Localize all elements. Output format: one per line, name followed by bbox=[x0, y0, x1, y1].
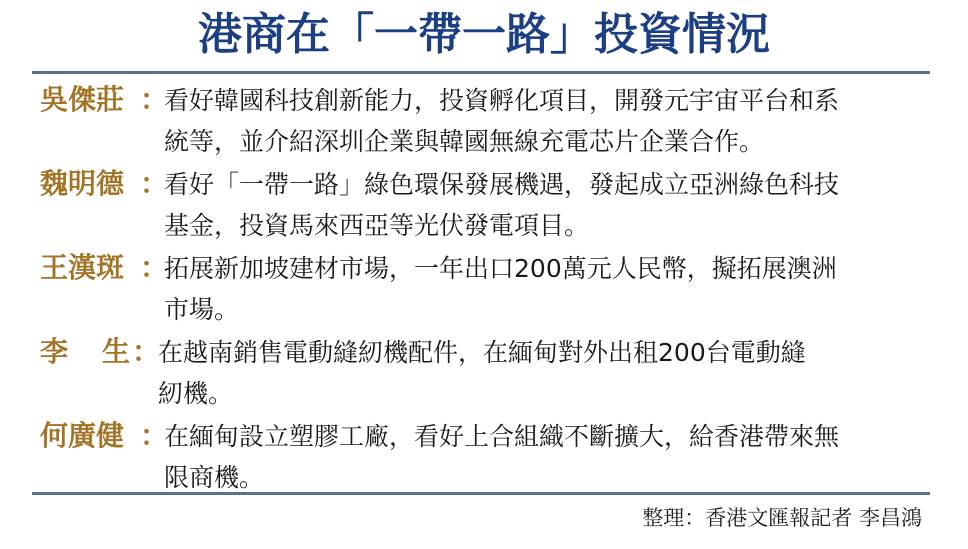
entry-text-line: 限商機。 bbox=[164, 463, 265, 492]
bottom-divider bbox=[32, 492, 930, 495]
entry-text-line: 統等，並介紹深圳企業與韓國無線充電芯片企業合作。 bbox=[164, 127, 765, 156]
entry-text-line: 在越南銷售電動縫紉機配件，在緬甸對外出租200台電動縫 bbox=[158, 338, 806, 367]
entry-text bbox=[158, 332, 916, 414]
entry-name: 王漢斑 bbox=[40, 251, 125, 284]
entry-text-line: 在緬甸設立塑膠工廠，看好上合組織不斷擴大，給香港帶來無 bbox=[164, 422, 840, 451]
entry-name: 魏明德 bbox=[40, 167, 125, 200]
entry-name: 何廣健 bbox=[40, 419, 125, 452]
entry-name: 吳傑莊 bbox=[40, 83, 125, 116]
entry-text-line: 紉機。 bbox=[158, 379, 234, 408]
entry-name-part: 生 bbox=[102, 335, 131, 368]
entry-text-line: 看好韓國科技創新能力，投資孵化項目，開發元宇宙平台和系 bbox=[164, 86, 840, 115]
entry-text bbox=[164, 164, 922, 246]
entry-text-line: 市場。 bbox=[164, 295, 240, 324]
page-title: 港商在「一帶一路」投資情況 bbox=[198, 9, 770, 60]
entry-colon: ： bbox=[140, 83, 169, 116]
entry-text bbox=[164, 80, 922, 162]
entry-text bbox=[164, 416, 922, 498]
entry-text-line: 看好「一帶一路」綠色環保發展機遇，發起成立亞洲綠色科技 bbox=[164, 170, 840, 199]
entry-colon: ： bbox=[140, 419, 169, 452]
entry-colon: ： bbox=[140, 167, 169, 200]
entry-text-line: 基金，投資馬來西亞等光伏發電項目。 bbox=[164, 211, 590, 240]
entry-text bbox=[164, 248, 922, 330]
entry-text-line: 拓展新加坡建材市場，一年出口200萬元人民幣，擬拓展澳洲 bbox=[164, 254, 837, 283]
top-divider bbox=[32, 71, 930, 74]
entry-name-part: 李 bbox=[40, 335, 69, 368]
byline-credit: 整理：香港文匯報記者 李昌鴻 bbox=[642, 506, 922, 530]
entry-colon: ： bbox=[132, 335, 161, 368]
entry-colon: ： bbox=[140, 251, 169, 284]
